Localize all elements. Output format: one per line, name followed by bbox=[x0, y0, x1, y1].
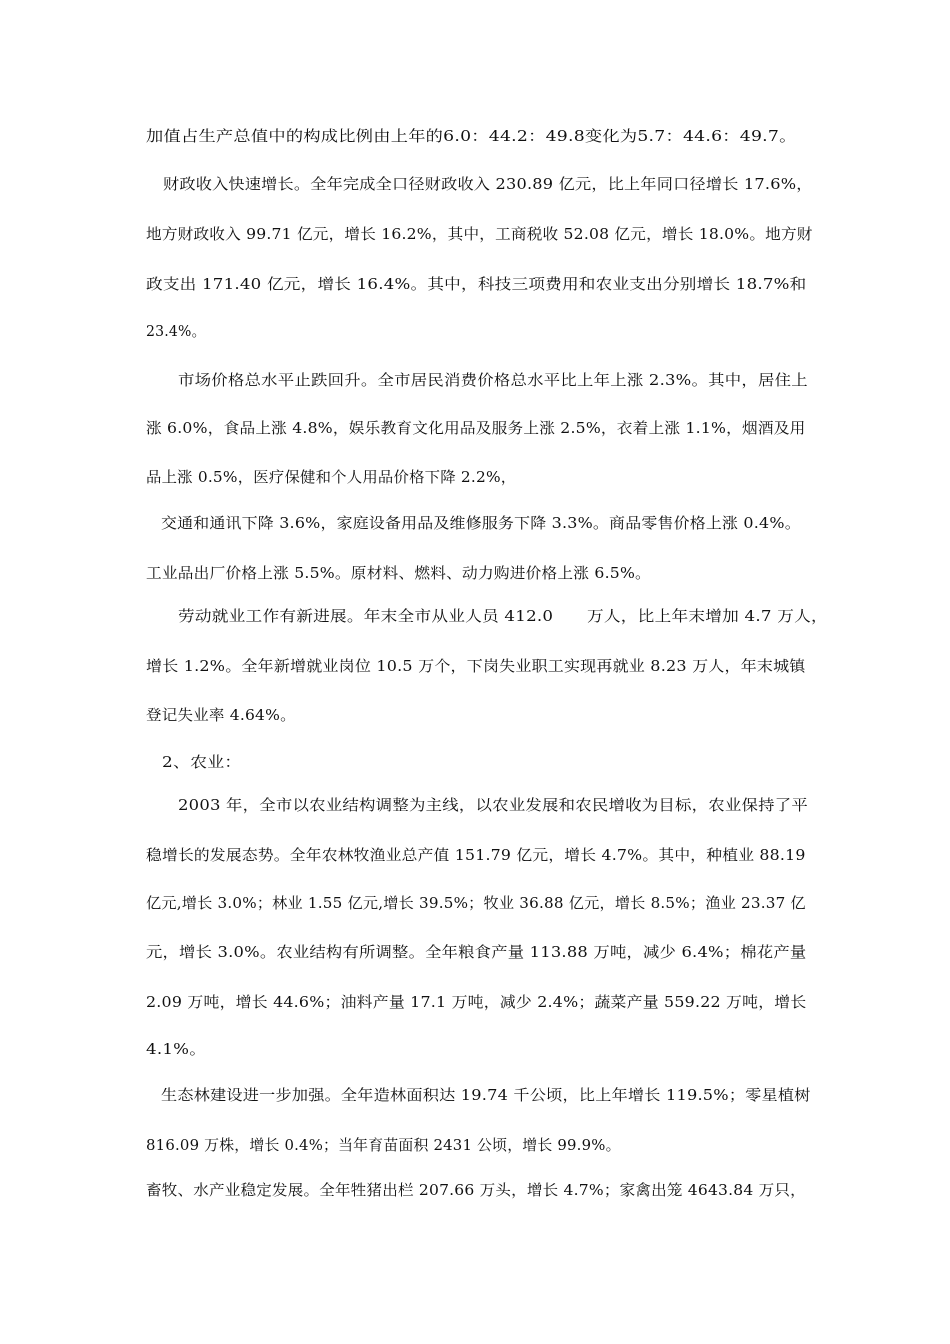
text-line: 元，增长 3.0%。农业结构有所调整。全年粮食产量 113.88 万吨，减少 6.4%；棉花产量 bbox=[146, 943, 807, 961]
text-line: 增长 1.2%。全年新增就业岗位 10.5 万个，下岗失业职工实现再就业 8.23 万人，年末城镇 bbox=[146, 657, 806, 675]
text-line: 2003 年，全市以农业结构调整为主线，以农业发展和农民增收为目标，农业保持了平 bbox=[178, 796, 808, 814]
text-line: 工业品出厂价格上涨 5.5%。原材料、燃料、动力购进价格上涨 6.5%。 bbox=[146, 564, 651, 582]
text-line: 市场价格总水平止跌回升。全市居民消费价格总水平比上年上涨 2.3%。其中，居住上 bbox=[178, 371, 808, 389]
text-line: 政支出 171.40 亿元，增长 16.4%。其中，科技三项费用和农业支出分别增长 18.7%和 bbox=[146, 275, 807, 293]
text-line: 畜牧、水产业稳定发展。全年牲猪出栏 207.66 万头，增长 4.7%；家禽出笼 4643.84 万只， bbox=[146, 1181, 806, 1199]
text-line: 2.09 万吨，增长 44.6%；油料产量 17.1 万吨，减少 2.4%；蔬菜产量 559.22 万吨，增长 bbox=[146, 993, 807, 1011]
section-heading: 2、农业： bbox=[162, 753, 242, 771]
text-line: 4.1%。 bbox=[146, 1040, 207, 1058]
text-line: 财政收入快速增长。全年完成全口径财政收入 230.89 亿元，比上年同口径增长 17.6%， bbox=[163, 175, 813, 193]
text-line: 亿元,增长 3.0%；林业 1.55 亿元,增长 39.5%；牧业 36.88 亿元，增长 8.5%；渔业 23.37 亿 bbox=[146, 894, 806, 912]
text-line: 加值占生产总值中的构成比例由上年的6.0：44.2：49.8变化为5.7：44.6：49.7。 bbox=[146, 127, 797, 145]
text-line: 登记失业率 4.64%。 bbox=[146, 706, 296, 724]
text-line: 劳动就业工作有新进展。年末全市从业人员 412.0 万人，比上年末增加 4.7 万人， bbox=[178, 607, 828, 625]
text-line: 生态林建设进一步加强。全年造林面积达 19.74 千公顷，比上年增长 119.5%；零星植树 bbox=[161, 1086, 811, 1104]
text-line: 交通和通讯下降 3.6%，家庭设备用品及维修服务下降 3.3%。商品零售价格上涨 0.4%。 bbox=[161, 514, 801, 532]
text-line: 23.4%。 bbox=[146, 322, 206, 340]
text-line: 稳增长的发展态势。全年农林牧渔业总产值 151.79 亿元，增长 4.7%。其中，种植业 88.19 bbox=[146, 846, 806, 864]
text-line: 品上涨 0.5%，医疗保健和个人用品价格下降 2.2%， bbox=[146, 468, 517, 486]
text-line: 涨 6.0%，食品上涨 4.8%，娱乐教育文化用品及服务上涨 2.5%，衣着上涨 1.1%，烟酒及用 bbox=[146, 419, 806, 437]
text-line: 816.09 万株，增长 0.4%；当年育苗面积 2431 公顷，增长 99.9%。 bbox=[146, 1136, 621, 1154]
text-line: 地方财政收入 99.71 亿元，增长 16.2%，其中，工商税收 52.08 亿元，增长 18.0%。地方财 bbox=[146, 225, 813, 243]
